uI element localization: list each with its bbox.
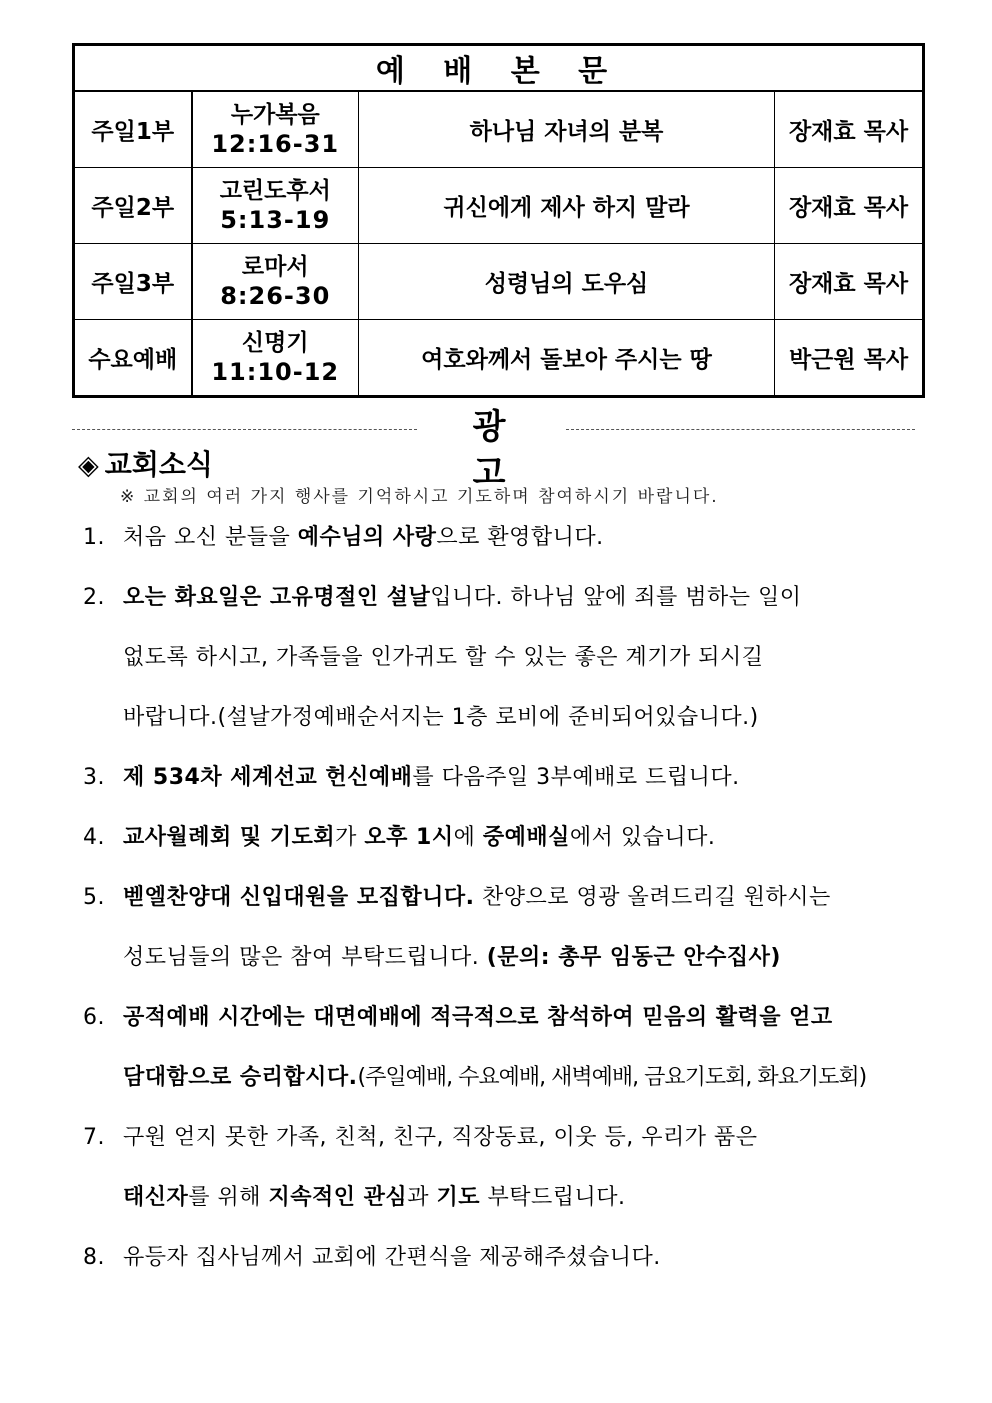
table-row bbox=[74, 91, 924, 168]
item-number: 5. bbox=[83, 885, 105, 910]
announcement-title: 광 고 bbox=[472, 407, 536, 493]
scripture-reference bbox=[192, 320, 359, 397]
item-number: 7. bbox=[83, 1125, 105, 1150]
item-text: 으로 환영합니다. bbox=[436, 525, 604, 550]
sermon-title: 귀신에게 제사 하지 말라 bbox=[359, 168, 775, 244]
church-news-heading bbox=[78, 446, 213, 485]
item-text-bold: 오는 화요일은 고유명절인 설날 bbox=[123, 585, 431, 610]
item-text-bold: 지속적인 관심 bbox=[268, 1185, 408, 1210]
list-item bbox=[83, 763, 740, 793]
item-continuation bbox=[123, 943, 781, 973]
item-continuation: 없도록 하시고, 가족들을 인가귀도 할 수 있는 좋은 계기가 되시길 bbox=[123, 645, 764, 670]
item-text-bold: 중예배실 bbox=[482, 825, 570, 850]
scripture-book: 고린도후서 bbox=[219, 177, 331, 204]
item-text: (주일예배, 수요예배, 새벽예배, 금요기도회, 화요기도회) bbox=[357, 1065, 867, 1090]
list-item bbox=[83, 823, 715, 853]
scripture-reference bbox=[192, 244, 359, 320]
item-text-bold: 태신자 bbox=[123, 1185, 189, 1210]
table-row bbox=[74, 320, 924, 397]
item-text: 성도님들의 많은 참여 부탁드립니다. bbox=[123, 945, 487, 970]
worship-table bbox=[72, 43, 925, 398]
preacher-name: 장재효 목사 bbox=[775, 91, 924, 168]
list-item bbox=[83, 883, 831, 913]
item-text: 입니다. 하나님 앞에 죄를 범하는 일이 bbox=[430, 585, 802, 610]
item-number: 1. bbox=[83, 525, 105, 550]
service-name: 주일1부 bbox=[74, 91, 192, 168]
item-number: 2. bbox=[83, 585, 105, 610]
table-row bbox=[74, 244, 924, 320]
list-item bbox=[83, 583, 802, 613]
item-text: 찬양으로 영광 올려드리길 원하시는 bbox=[474, 885, 831, 910]
item-number: 6. bbox=[83, 1005, 105, 1030]
item-text-bold: 오후 1시 bbox=[364, 825, 454, 850]
item-continuation bbox=[123, 1183, 625, 1213]
item-text-bold: 제 534차 세계선교 헌신예배 bbox=[123, 765, 413, 790]
dashed-divider-left bbox=[72, 429, 417, 430]
item-text-bold: 기도 bbox=[436, 1185, 480, 1210]
sermon-title: 하나님 자녀의 분복 bbox=[359, 91, 775, 168]
table-row bbox=[74, 168, 924, 244]
item-text: 에서 있습니다. bbox=[569, 825, 716, 850]
item-text: 를 다음주일 3부예배로 드립니다. bbox=[412, 765, 740, 790]
worship-table-section bbox=[72, 43, 922, 398]
item-continuation: 바랍니다.(설날가정예배순서지는 1층 로비에 준비되어있습니다.) bbox=[123, 705, 759, 730]
sermon-title: 성령님의 도우심 bbox=[359, 244, 775, 320]
item-text: 과 bbox=[407, 1185, 437, 1210]
item-text: 에 bbox=[453, 825, 483, 850]
scripture-book: 누가복음 bbox=[230, 101, 320, 128]
item-number: 8. bbox=[83, 1245, 105, 1270]
scripture-verse: 8:26-30 bbox=[220, 281, 331, 310]
scripture-verse: 5:13-19 bbox=[220, 205, 331, 234]
item-number: 4. bbox=[83, 825, 105, 850]
scripture-verse: 11:10-12 bbox=[211, 357, 340, 386]
list-item bbox=[83, 1123, 757, 1153]
list-item bbox=[83, 523, 604, 553]
preacher-name: 장재효 목사 bbox=[775, 168, 924, 244]
item-text: 가 bbox=[335, 825, 365, 850]
item-text-bold: (문의: 총무 임동근 안수집사) bbox=[486, 945, 781, 970]
item-text: 구원 얻지 못한 가족, 친척, 친구, 직장동료, 이웃 등, 우리가 품은 bbox=[123, 1125, 758, 1150]
item-text-bold: 예수님의 사랑 bbox=[297, 525, 437, 550]
scripture-verse: 12:16-31 bbox=[211, 129, 340, 158]
worship-table-title: 예 배 본 문 bbox=[74, 45, 924, 92]
item-text: 부탁드립니다. bbox=[479, 1185, 626, 1210]
service-name: 수요예배 bbox=[74, 320, 192, 397]
item-text-bold: 공적예배 시간에는 대면예배에 적극적으로 참석하여 믿음의 활력을 얻고 bbox=[123, 1005, 833, 1030]
item-text-bold: 담대함으로 승리합시다. bbox=[123, 1065, 358, 1090]
item-text: 를 위해 bbox=[188, 1185, 269, 1210]
diamond-bullet-icon: ◈ bbox=[78, 450, 99, 481]
preacher-name: 장재효 목사 bbox=[775, 244, 924, 320]
scripture-reference bbox=[192, 168, 359, 244]
item-text: 유등자 집사님께서 교회에 간편식을 제공해주셨습니다. bbox=[123, 1245, 661, 1270]
item-text-bold: 교사월례회 및 기도회 bbox=[123, 825, 336, 850]
dashed-divider-right bbox=[566, 429, 915, 430]
scripture-book: 로마서 bbox=[241, 253, 309, 280]
item-text: 처음 오신 분들을 bbox=[123, 525, 298, 550]
church-news-note: ※ 교회의 여러 가지 행사를 기억하시고 기도하며 참여하시기 바랍니다. bbox=[120, 487, 719, 507]
service-name: 주일2부 bbox=[74, 168, 192, 244]
church-news-title: 교회소식 bbox=[104, 448, 213, 481]
sermon-title: 여호와께서 돌보아 주시는 땅 bbox=[359, 320, 775, 397]
scripture-book: 신명기 bbox=[241, 329, 309, 356]
item-text-bold: 벧엘찬양대 신입대원을 모집합니다. bbox=[123, 885, 475, 910]
list-item bbox=[83, 1003, 833, 1033]
list-item bbox=[83, 1243, 661, 1273]
preacher-name: 박근원 목사 bbox=[775, 320, 924, 397]
item-continuation bbox=[123, 1063, 866, 1093]
item-number: 3. bbox=[83, 765, 105, 790]
service-name: 주일3부 bbox=[74, 244, 192, 320]
scripture-reference bbox=[192, 91, 359, 168]
